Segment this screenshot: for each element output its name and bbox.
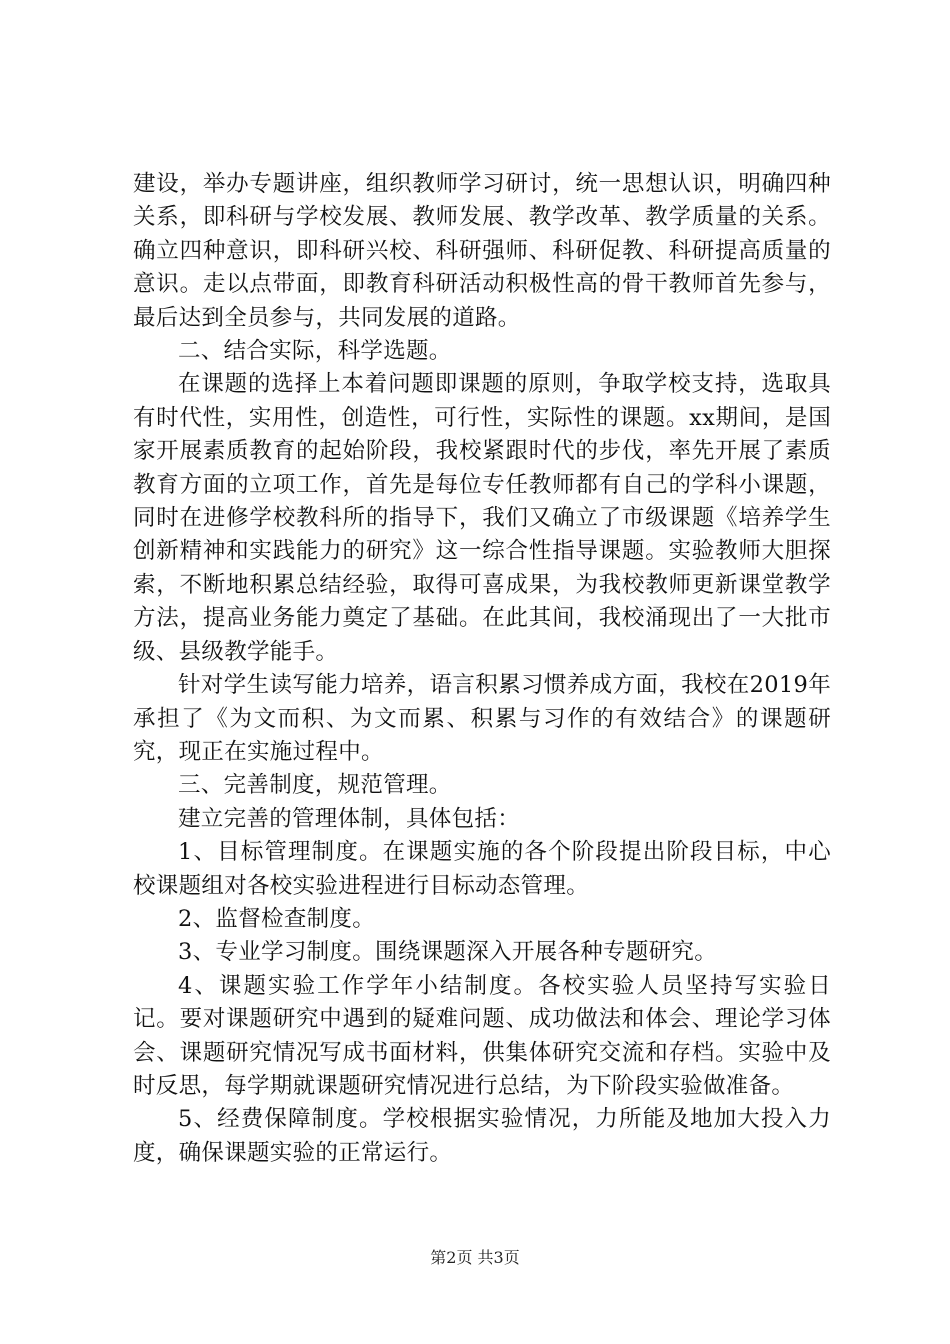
paragraph-topic-selection: 在课题的选择上本着问题即课题的原则，争取学校支持，选取具有时代性，实用性，创造性，可行性，实际性的课题。xx期间，是国家开展素质教育的起始阶段，我校紧跟时代的步伐，率先开展了素质教育方面的立项工作，首先是每位专任教师都有自己的学科小课题，同时在进修学校教科所的指导下，我们又确立了市级课题《培养学生创新精神和实践能力的研究》这一综合性指导课题。实验教师大胆探索，不断地积累总结经验，取得可喜成果，为我校教师更新课堂教学方法，提高业务能力奠定了基础。在此其间，我校涌现出了一大批市级、县级教学能手。 <box>133 371 831 665</box>
page-footer: 第2页 共3页 <box>430 1248 520 1267</box>
list-item-3: 3、专业学习制度。围绕课题深入开展各种专题研究。 <box>178 939 718 966</box>
document-body <box>133 168 831 1170</box>
heading-section-2: 二、结合实际，科学选题。 <box>178 338 452 365</box>
paragraph-1: 建设，举办专题讲座，组织教师学习研讨，统一思想认识，明确四种关系，即科研与学校发展、教师发展、教学改革、教学质量的关系。确立四种意识，即科研兴校、科研强师、科研促教、科研提高质量的意识。走以点带面，即教育科研活动积极性高的骨干教师首先参与，最后达到全员参与，共同发展的道路。 <box>133 171 831 331</box>
list-item-2: 2、监督检查制度。 <box>178 905 376 932</box>
list-item-4: 4、课题实验工作学年小结制度。各校实验人员坚持写实验日记。要对课题研究中遇到的疑难问题、成功做法和体会、理论学习体会、课题研究情况写成书面材料，供集体研究交流和存档。实验中及时反思，每学期就课题研究情况进行总结，为下阶段实验做准备。 <box>133 972 831 1099</box>
heading-section-3: 三、完善制度，规范管理。 <box>178 772 452 799</box>
list-item-5: 5、经费保障制度。学校根据实验情况，力所能及地加大投入力度，确保课题实验的正常运行。 <box>133 1106 831 1166</box>
list-item-1: 1、目标管理制度。在课题实施的各个阶段提出阶段目标，中心校课题组对各校实验进程进行目标动态管理。 <box>133 839 831 899</box>
paragraph-reading-writing: 针对学生读写能力培养，语言积累习惯养成方面，我校在2019年承担了《为文而积、为文而累、积累与习作的有效结合》的课题研究，现正在实施过程中。 <box>133 672 831 765</box>
paragraph-management-intro: 建立完善的管理体制，具体包括： <box>178 805 521 832</box>
